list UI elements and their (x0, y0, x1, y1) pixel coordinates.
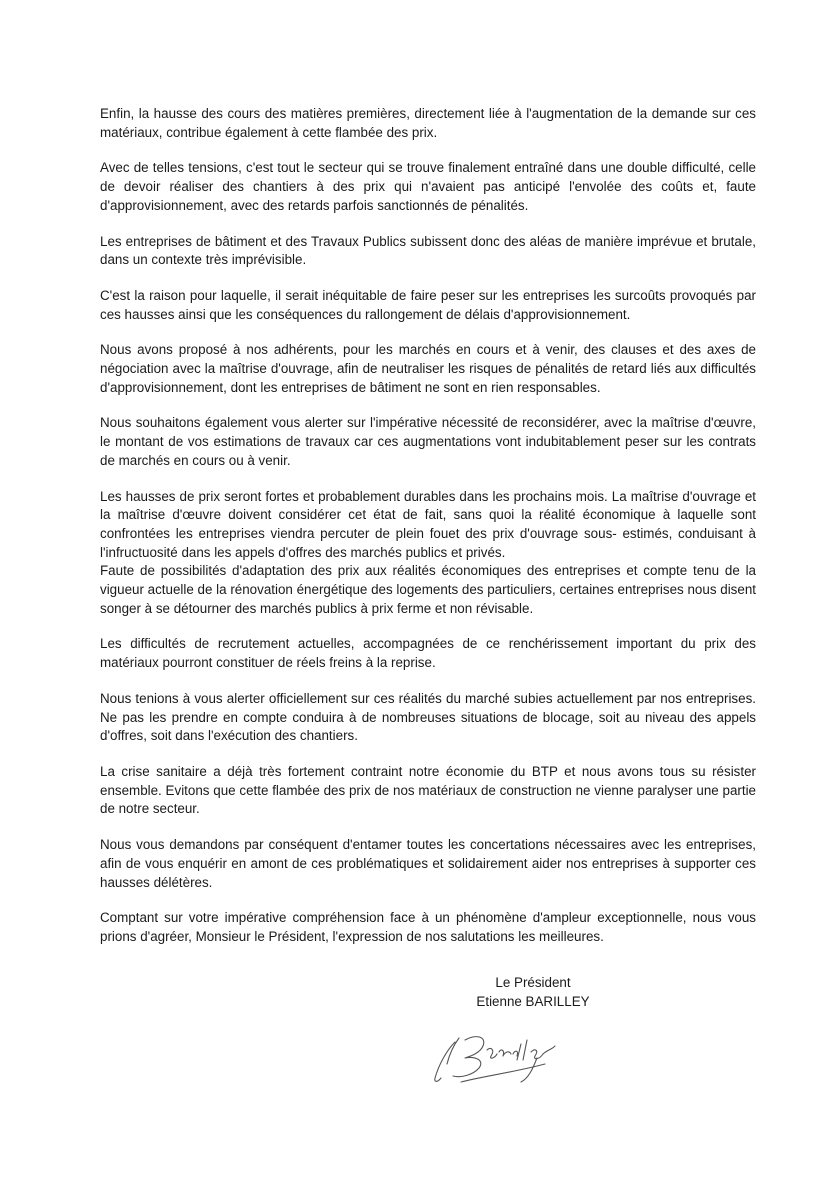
paragraph-closing: Comptant sur votre impérative compréhension face à un phénomène d'ampleur exceptionnelle, nous vous prions d'agréer, Monsieur le Président, l'expression de nos salutations les meilleures. (100, 910, 756, 944)
paragraph-tensions: Avec de telles tensions, c'est tout le secteur qui se trouve finalement entraîné dans une double difficulté, celle de devoir réaliser des chantiers à des prix qui n'avaient pas anticipé l'envolée des coûts et, faute d'approvisionnement, avec des retards parfois sanctionnés de pénalités. (100, 160, 756, 213)
paragraph-price-increases: Les hausses de prix seront fortes et probablement durables dans les prochains mois. La maîtrise d'ouvrage et la maîtrise d'œuvre doivent considérer cet état de fait, sans quoi la réalité économique à laquelle sont confrontées les entreprises viendra percuter de plein fouet des prix d'ouvrage sous- estimés, conduisant à l'infructuosité dans les appels d'offres des marchés publics et privés. (100, 488, 756, 560)
paragraph-inequitable-costs: C'est la raison pour laquelle, il serait inéquitable de faire peser sur les entreprises les surcoûts provoqués par ces hausses ainsi que les conséquences du rallongement de délais d'approvisionnement. (100, 287, 756, 322)
signatory-title: Le Président (495, 975, 571, 990)
signatory-name: Etienne BARILLEY (476, 993, 590, 1009)
handwritten-signature (425, 1020, 575, 1090)
paragraph-official-alert: Nous tenions à vous alerter officiellement sur ces réalités du marché subies actuellement par nos entreprises. Ne pas les prendre en compte conduira à de nombreuses situations de blocage, soit au niveau des appels d'offres, soit dans l'exécution des chantiers. (100, 690, 756, 744)
paragraph-proposed-clauses: Nous avons proposé à nos adhérents, pour les marchés en cours et à venir, des clauses et des axes de négociation avec la maîtrise d'ouvrage, afin de neutraliser les risques de pénalités de retard liés aux difficultés d'approvisionnement, dont les entreprises de bâtiment ne sont en rien responsables. (100, 342, 756, 395)
paragraph-health-crisis: La crise sanitaire a déjà très fortement contraint notre économie du BTP et nous avons tous su résister ensemble. Evitons que cette flambée des prix de nos matériaux de construction ne vienne paralyser une partie de notre secteur. (100, 763, 756, 817)
paragraph-recruitment: Les difficultés de recrutement actuelles, accompagnées de ce renchérissement important du prix des matériaux pourront constituer de réels freins à la reprise. (100, 636, 756, 671)
signature-block (453, 974, 613, 1011)
paragraph-reconsider-estimates: Nous souhaitons également vous alerter sur l'impérative nécessité de reconsidérer, avec la maîtrise d'œuvre, le montant de vos estimations de travaux car ces augmentations vont indubitablement peser sur les contrats de marchés en cours ou à venir. (100, 415, 756, 468)
paragraph-unforeseen-hazards: Les entreprises de bâtiment et des Travaux Publics subissent donc des aléas de manière imprévue et brutale, dans un contexte très imprévisible. (100, 233, 756, 268)
paragraph-raw-materials: Enfin, la hausse des cours des matières premières, directement liée à l'augmentation de la demande sur ces matériaux, contribue également à cette flambée des prix. (100, 106, 756, 140)
letter-body (100, 105, 756, 947)
paragraph-price-adaptation: Faute de possibilités d'adaptation des prix aux réalités économiques des entreprises et compte tenu de la vigueur actuelle de la rénovation énergétique des logements des particuliers, certaines entreprises nous disent songer à se détourner des marchés publics à prix ferme et non révisable. (100, 563, 756, 616)
paragraph-request-consultation: Nous vous demandons par conséquent d'entamer toutes les concertations nécessaires avec les entreprises, afin de vous enquérir en amont de ces problématiques et solidairement aider nos entreprises à supporter ces hausses délétères. (100, 837, 756, 890)
